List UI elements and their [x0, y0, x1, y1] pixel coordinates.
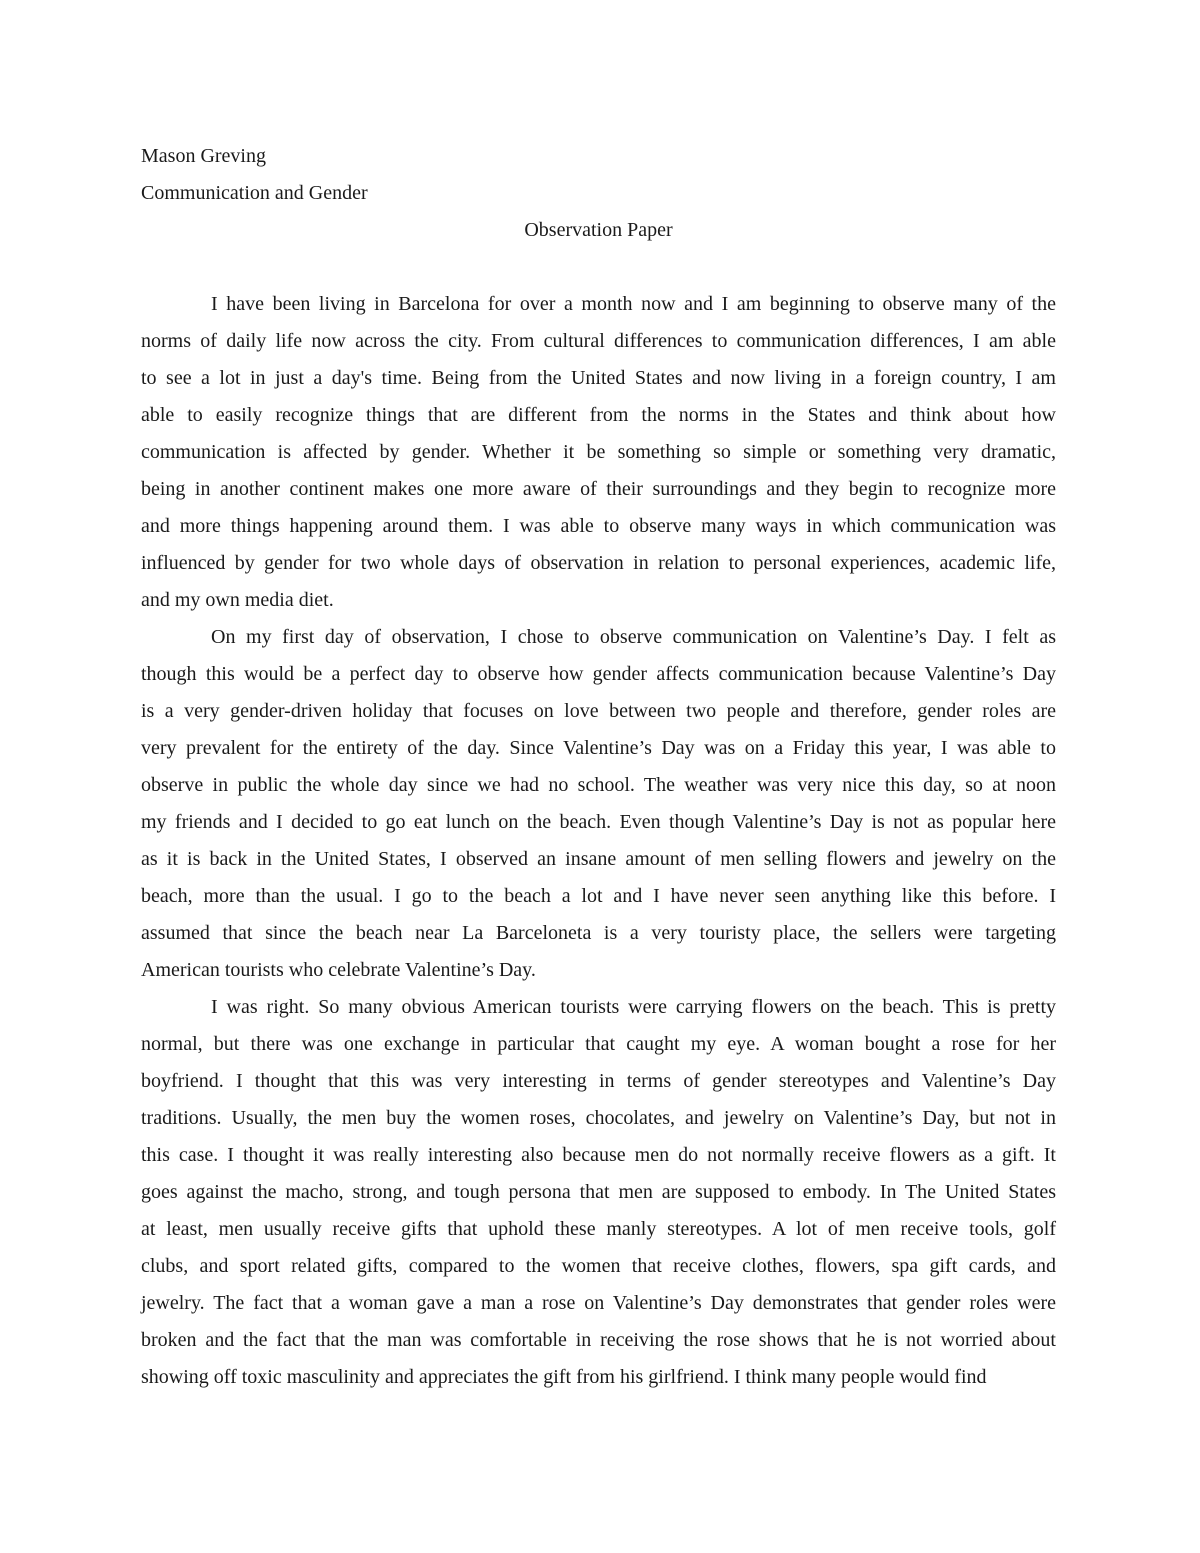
text-line: beach, more than the usual. I go to the beach a lot and I have never seen anything like this before. I — [141, 885, 1056, 907]
text-line: though this would be a perfect day to observe how gender affects communication because Valentine’s Day — [141, 663, 1056, 685]
paper-text — [141, 286, 1056, 1396]
text-line: assumed that since the beach near La Barceloneta is a very touristy place, the sellers were targeting — [141, 922, 1056, 944]
text-line: broken and the fact that the man was comfortable in receiving the rose shows that he is not worried about — [141, 1329, 1056, 1351]
text-line: as it is back in the United States, I observed an insane amount of men selling flowers and jewelry on the — [141, 848, 1056, 870]
text-line: goes against the macho, strong, and tough persona that men are supposed to embody. In The United States — [141, 1181, 1056, 1203]
text-line: I was right. So many obvious American tourists were carrying flowers on the beach. This is pretty — [211, 996, 1056, 1018]
text-line: traditions. Usually, the men buy the women roses, chocolates, and jewelry on Valentine’s Day, but not in — [141, 1107, 1056, 1129]
text-line: at least, men usually receive gifts that uphold these manly stereotypes. A lot of men receive tools, golf — [141, 1218, 1056, 1240]
author-name: Mason Greving — [141, 145, 266, 167]
text-line: and more things happening around them. I was able to observe many ways in which communication was — [141, 515, 1056, 537]
document-body — [141, 138, 1056, 1396]
text-line: observe in public the whole day since we had no school. The weather was very nice this day, so at noon — [141, 774, 1056, 796]
text-line: showing off toxic masculinity and appreciates the gift from his girlfriend. I think many people would find — [141, 1366, 987, 1388]
text-line: On my first day of observation, I chose to observe communication on Valentine’s Day. I felt as — [211, 626, 1056, 648]
paper-title: Observation Paper — [524, 219, 673, 241]
text-line: communication is affected by gender. Whether it be something so simple or something very dramatic, — [141, 441, 1056, 463]
text-line: very prevalent for the entirety of the day. Since Valentine’s Day was on a Friday this year, I was able to — [141, 737, 1056, 759]
text-line: is a very gender-driven holiday that focuses on love between two people and therefore, gender roles are — [141, 700, 1056, 722]
text-line: American tourists who celebrate Valentine’s Day. — [141, 959, 536, 981]
text-line: normal, but there was one exchange in particular that caught my eye. A woman bought a rose for her — [141, 1033, 1056, 1055]
text-line: I have been living in Barcelona for over a month now and I am beginning to observe many of the — [211, 293, 1056, 315]
text-line: boyfriend. I thought that this was very interesting in terms of gender stereotypes and Valentine’s Day — [141, 1070, 1056, 1092]
text-line: this case. I thought it was really interesting also because men do not normally receive flowers as a gift. It — [141, 1144, 1056, 1166]
text-line: influenced by gender for two whole days of observation in relation to personal experiences, academic life, — [141, 552, 1056, 574]
text-line: clubs, and sport related gifts, compared to the women that receive clothes, flowers, spa gift cards, and — [141, 1255, 1056, 1277]
text-line: my friends and I decided to go eat lunch on the beach. Even though Valentine’s Day is not as popular here — [141, 811, 1056, 833]
text-line: to see a lot in just a day's time. Being from the United States and now living in a foreign country, I am — [141, 367, 1056, 389]
text-line: able to easily recognize things that are different from the norms in the States and think about how — [141, 404, 1056, 426]
text-line: jewelry. The fact that a woman gave a man a rose on Valentine’s Day demonstrates that gender roles were — [141, 1292, 1056, 1314]
text-line: norms of daily life now across the city. From cultural differences to communication differences, I am able — [141, 330, 1056, 352]
course-name: Communication and Gender — [141, 182, 368, 204]
text-line: and my own media diet. — [141, 589, 334, 611]
text-line: being in another continent makes one more aware of their surroundings and they begin to recognize more — [141, 478, 1056, 500]
